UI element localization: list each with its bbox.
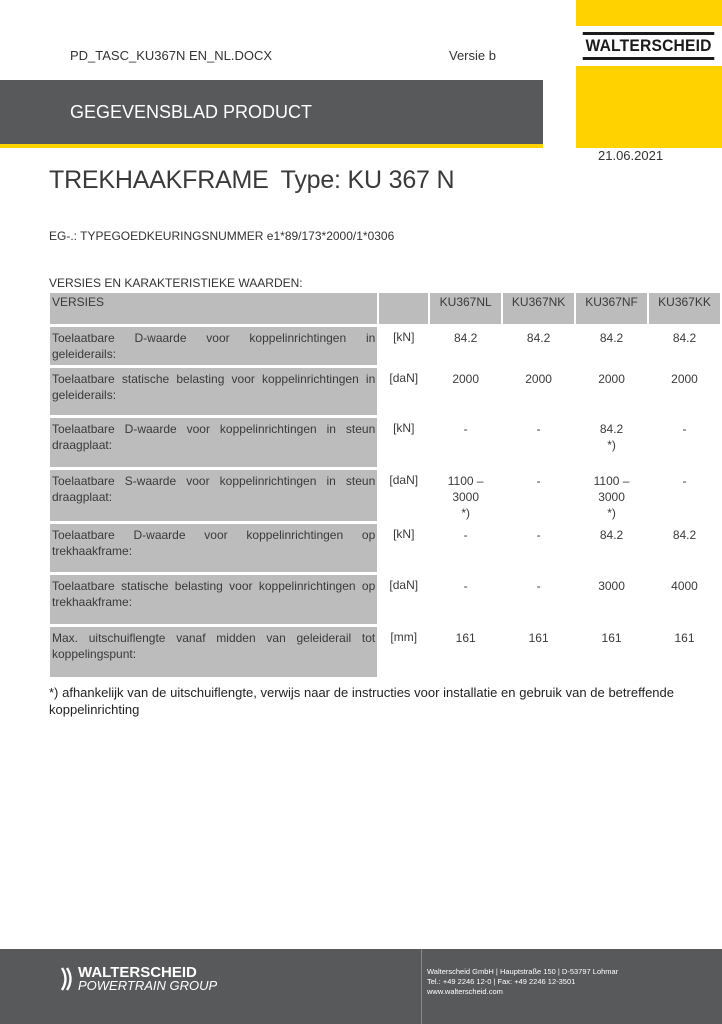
cell-value: 1100 – 3000 *) (430, 470, 501, 521)
cell-value: - (430, 418, 501, 467)
cell-value: - (503, 575, 574, 624)
table-header-row (50, 293, 720, 324)
cell-value: - (503, 418, 574, 467)
cell-value: - (649, 418, 720, 467)
cell-value: 2000 (649, 368, 720, 415)
cell-value: 161 (503, 627, 574, 677)
page-title (49, 166, 454, 195)
cell-value: - (503, 470, 574, 521)
footer-brand-sub: POWERTRAIN GROUP (78, 978, 218, 993)
row-label: Toelaatbare statische belasting voor koppelinrichtingen op trekhaakframe: (50, 575, 377, 624)
table-row (50, 327, 720, 365)
document-file-name: PD_TASC_KU367N EN_NL.DOCX (70, 48, 273, 63)
title-main: TREKHAAKFRAME (49, 166, 269, 194)
cell-value: 161 (649, 627, 720, 677)
row-unit: [daN] (379, 368, 428, 415)
footer-phone: Tel.: +49 2246 12-0 | Fax: +49 2246 12-3501 (427, 977, 576, 986)
footnote: *) afhankelijk van de uitschuiflengte, verwijs naar de instructies voor installatie en gebruik van de betreffende koppelinrichting (49, 685, 674, 717)
cell-value: - (503, 524, 574, 572)
cell-value: 84.2 (576, 327, 647, 365)
column-header: KU367NK (503, 293, 574, 324)
cell-value: 2000 (503, 368, 574, 415)
brand-color-block (576, 0, 722, 148)
row-label: Toelaatbare D-waarde voor koppelinrichtingen in steun draagplaat: (50, 418, 377, 467)
cell-value: 4000 (649, 575, 720, 624)
row-label: Toelaatbare D-waarde voor koppelinrichtingen in geleiderails: (50, 327, 377, 365)
section-title: VERSIES EN KARAKTERISTIEKE WAARDEN: (49, 276, 303, 290)
column-header: KU367NL (430, 293, 501, 324)
cell-value: 161 (576, 627, 647, 677)
cell-value: 84.2 (503, 327, 574, 365)
row-unit: [kN] (379, 524, 428, 572)
cell-value: 84.2 *) (576, 418, 647, 467)
row-label: Toelaatbare statische belasting voor koppelinrichtingen in geleiderails: (50, 368, 377, 415)
table-row (50, 524, 720, 572)
cell-value: - (649, 470, 720, 521)
cell-value: 1100 – 3000 *) (576, 470, 647, 521)
table-row (50, 368, 720, 415)
row-unit: [kN] (379, 418, 428, 467)
footer-contact (427, 967, 618, 997)
cell-value: - (430, 575, 501, 624)
page-footer (0, 949, 722, 1024)
header-unit (379, 293, 428, 324)
table-row (50, 627, 720, 677)
row-unit: [daN] (379, 470, 428, 521)
band-title: GEGEVENSBLAD PRODUCT (70, 102, 313, 122)
footer-address: Walterscheid GmbH | Hauptstraße 150 | D-53797 Lohmar (427, 967, 619, 976)
document-version: Versie b (449, 48, 496, 63)
walterscheid-logo (576, 26, 722, 66)
cell-value: 84.2 (649, 327, 720, 365)
cell-value: 2000 (430, 368, 501, 415)
footer-website[interactable]: www.walterscheid.com (427, 987, 503, 996)
cell-value: 84.2 (576, 524, 647, 572)
row-label: Toelaatbare D-waarde voor koppelinrichtingen op trekhaakframe: (50, 524, 377, 572)
row-unit: [daN] (379, 575, 428, 624)
footer-brand-name: WALTERSCHEID (78, 964, 197, 981)
table-row (50, 418, 720, 467)
footer-divider (421, 949, 422, 1024)
table-row (50, 470, 720, 521)
cell-value: - (430, 524, 501, 572)
versions-table (48, 290, 722, 680)
table-row (50, 575, 720, 624)
approval-number: EG-.: TYPEGOEDKEURINGSNUMMER e1*89/173*2000/1*0306 (49, 229, 395, 243)
row-label: Toelaatbare S-waarde voor koppelinrichtingen in steun draagplaat: (50, 470, 377, 521)
logo-text: WALTERSCHEID (583, 32, 715, 60)
document-date: 21.06.2021 (598, 148, 664, 163)
cell-value: 84.2 (430, 327, 501, 365)
title-type: Type: KU 367 N (280, 166, 455, 194)
accent-line (0, 144, 543, 148)
row-unit: [kN] (379, 327, 428, 365)
cell-value: 3000 (576, 575, 647, 624)
walterscheid-mark-icon (60, 966, 74, 992)
cell-value: 2000 (576, 368, 647, 415)
row-label: Max. uitschuiflengte vanaf midden van geleiderail tot koppelingspunt: (50, 627, 377, 677)
header-label: VERSIES (50, 293, 377, 324)
column-header: KU367KK (649, 293, 720, 324)
cell-value: 84.2 (649, 524, 720, 572)
cell-value: 161 (430, 627, 501, 677)
row-unit: [mm] (379, 627, 428, 677)
column-header: KU367NF (576, 293, 647, 324)
title-band (0, 80, 543, 144)
